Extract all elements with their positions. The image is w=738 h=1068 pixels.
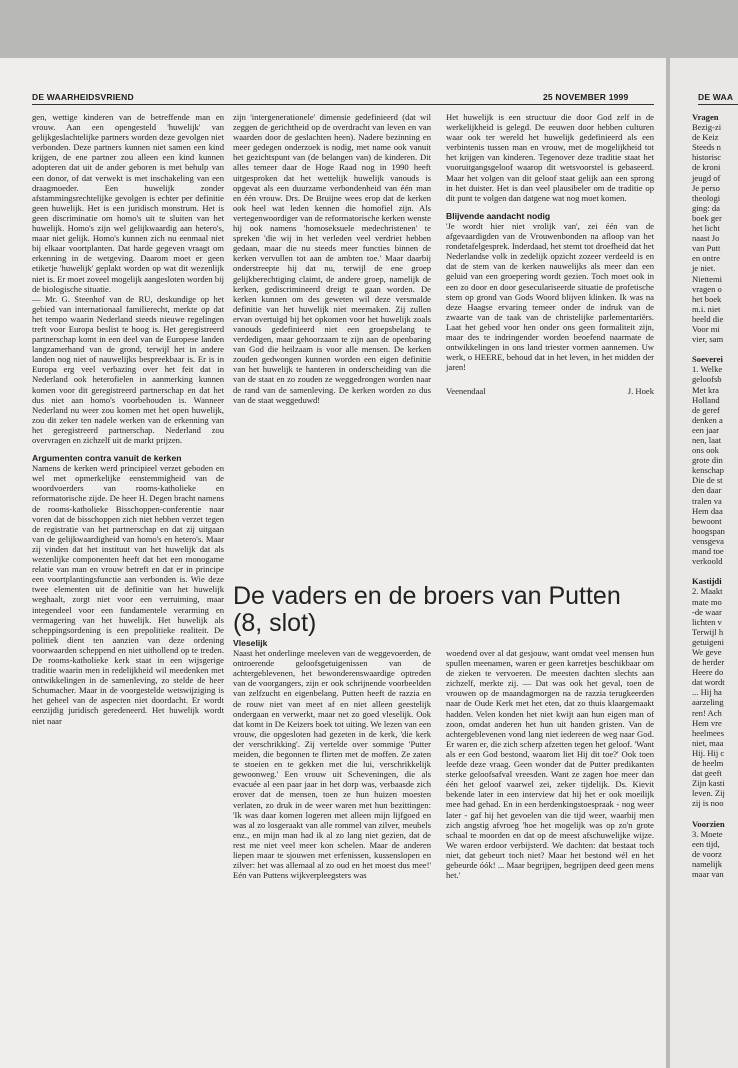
issue-date: 25 NOVEMBER 1999 (543, 92, 629, 102)
column-1 (32, 112, 224, 726)
next-page-line: Steeds n (692, 142, 721, 153)
next-page-line: mand toe (692, 546, 724, 557)
col2-paragraph: zijn 'intergenerationele' dimensie gedefinieerd (dat wil zeggen de gerichtheid op de overdracht van leven en van waarden door de geslachten heen). Nadere bezinning en meer gedegen onderzoek is nodig, met name ook vanuit het gezichtspunt van (de belangen van) de kinderen. Dit alles temeer daar de Hoge Raad nog in 1990 heeft uitgesproken dat het wettelijk huwelijk vanouds is opgevat als een duurzame verbondenheid van één man en één vrouw. Drs. De Bruijne wees erop dat de kerken ook heel wat leden kennen die homofiel zijn. Als vertegenwoordiger van de reformatorische kerken wenste hij ook namens 'homoseksuele medechristenen' te spreken 'die wij in het verleden veel verdriet hebben gedaan, maar die nu steeds meer functies binnen de kerken vervullen tot aan de ambten toe.' Maar daarbij onderstreepte hij dat nu, terwijl de ene groep gelijkberechtiging claimt, de andere groep, namelijk de kerken, gediscrimineerd dreigt te gaan worden. De kerken kunnen om des geweten wil deze versmalde definitie van het huwelijk niet meemaken. Zij zullen ervan overtuigd bij het opkomen voor het huwelijk zoals vanouds gedefinieerd niet een groepsbelang te verdedigen, maar gehoorzaam te zijn aan de openbaring van God die heilzaam is voor alle mensen. De kerken zouden gedwongen kunnen worden een eigen definitie van het huwelijk te hanteren in onderscheiding van die van de staat en zo zouden ze weggedrongen worden naar de rand van de samenleving. De kerken worden zo dus van de staat weggeduwd! (233, 112, 431, 405)
next-page-line: Zijn kasti (692, 778, 725, 789)
next-page-line: een tijd, (692, 838, 720, 849)
next-page-line: en ontre (692, 253, 720, 264)
next-page-line: vragen o (692, 283, 722, 294)
col1-subheading: Argumenten contra vanuit de kerken (32, 453, 182, 464)
col1-paragraph-1: gen, wettige kinderen van de betreffende man en vrouw. Aan een opengesteld 'huwelijk' van gelijkgeslachtelijke partners worden deze gevolgen niet verbonden. Deze partners kunnen niet samen een kind krijgen, de ene partner zou alleen een kind kunnen adopteren dat uit de ander geboren is met behulp van een donor, of dat verwekt is met inschakeling van een draagmoeder. Een huwelijk zonder afstammingsrechtelijke gevolgen is echter per definitie geen huwelijk. Het is een juridisch monstrum. Het is geen discriminatie om homo's uit te sluiten van het huwelijk. Homo's zijn wel gelijkwaardig aan hetero's, maar niet gelijk. Homo's kunnen zich nu eenmaal niet bij elkaar voortplanten. Dat harde gegeven vraagt om erkenning in de wetgeving. Daarom moet er geen etiketje 'huwelijk' geplakt worden op wat dit wezenlijk niet is. Er moet zoveel mogelijk aangesloten worden bij de biologische situatie. (32, 112, 224, 294)
col1-paragraph-3: Namens de kerken werd principieel verzet geboden en wel met opmerkelijke eenstemmigheid van de woordvoerders van rooms-katholieke en reformatorische zijde. De heer H. Degen bracht namens de rooms-katholieke Bisschoppen-conferentie naar voren dat de bisschoppen zich niet hebben verzet tegen de registratie van het partnerschap en dat zij uitgaan van de gelijkwaardigheid van homo's en hetero's. Maar zij vinden dat het instituut van het huwelijk dat als wezenlijke componenten heeft dat het een monogame relatie van man en vrouw betreft en dat er in principe een voortplantingsfunctie aan verbonden is. Wie deze twee elementen uit de definitie van het huwelijk weghaalt, zorgt niet voor een verruiming, maar integendeel voor een fundamentele verarming en vermagering van het huwelijk. Het huwelijk als scheppingsordening is een prepolitieke realiteit. De politiek dient ten aanzien van deze ordening voorwaarden scheppend en niet uithollend op te treden. De rooms-katholieke kerk staat in een wijsgerige traditie waarin men in redelijkheid wil meedenken met ontwikkelingen in de samenleving, zo stelde de heer Schumacher. Maar in de voorgestelde wetswijziging is het geheel van de aspecten niet doordacht. Er wordt eenzijdig juridisch geredeneerd. Het huwelijk wordt niet naar (32, 463, 224, 726)
next-page-line: denken a (692, 414, 723, 425)
col3-subheading: Blijvende aandacht nodig (446, 210, 551, 221)
next-page-line: de voorz (692, 848, 722, 859)
next-page-line: dat geeft (692, 768, 722, 779)
next-page-line: 3. Moete (692, 828, 723, 839)
next-page-line: Voor mi (692, 323, 720, 334)
col3-paragraph-1: Het huwelijk is een structuur die door God zelf in de werkelijkheid is gelegd. De eeuwen door hebben culturen waar ook ter wereld het huwelijk gedefinieerd als een verbintenis tussen man en vrouw, met de mogelijkheid tot het krijgen van kinderen. Tegenover deze traditie staat het vooruitgangsgeloof waarop dit wetsvoorstel is gebaseerd. Maar het volgen van dit geloof staat gelijk aan een sprong in het duister. Het is dan veel plausibeler om de traditie op dit punt te volgen dan datgene wat nog moet komen. (446, 112, 654, 203)
next-page-line: jeugd of (692, 172, 721, 183)
next-page-line: het boek (692, 293, 722, 304)
next-page-line: theologi (692, 192, 721, 203)
next-page-line: grote din (692, 455, 723, 466)
next-page-line: vensgeva (692, 535, 724, 546)
next-page-line: Niettemi (692, 273, 723, 284)
article2-column-b (446, 648, 654, 880)
next-page-line: het licht (692, 223, 720, 234)
next-page-line: Hem vre (692, 717, 722, 728)
next-page-line: lichten v (692, 616, 722, 627)
next-page-line: van Putt (692, 243, 721, 254)
next-page-line: bewoont (692, 515, 722, 526)
header-rule (32, 104, 654, 105)
next-page-line: beeld die (692, 313, 724, 324)
next-page-line: je niet. (692, 263, 716, 274)
next-page-line (692, 808, 738, 818)
next-page-line: hoogspan (692, 525, 725, 536)
next-page-line: Heere do (692, 667, 724, 678)
next-page-line: naast Jo (692, 233, 720, 244)
publication-name: DE WAARHEIDSVRIEND (32, 92, 134, 102)
next-page-line: getuigeni (692, 636, 724, 647)
next-page-line: de geref (692, 404, 720, 415)
next-page-line: namelijk (692, 858, 723, 869)
next-page-line: Kastijdi (692, 576, 722, 587)
next-page-line (692, 344, 738, 354)
next-page-line: tralen va (692, 495, 722, 506)
article2-subheading: Vleselijk (233, 638, 268, 648)
next-page-line: historisc (692, 152, 722, 163)
next-page-line: Hem daa (692, 505, 723, 516)
next-page-line: We geve (692, 646, 722, 657)
column-3 (446, 112, 654, 396)
next-page-line: dat wordt (692, 677, 725, 688)
next-page-line: Voorzien (692, 818, 725, 829)
next-page-line: vier, sam (692, 334, 724, 345)
next-page-line: Terwijl h (692, 626, 724, 637)
next-page-line: Vragen (692, 112, 719, 122)
next-page-line: Met kra (692, 384, 719, 395)
next-page-line: Soeverei (692, 354, 723, 365)
next-page-line: ons ook (692, 445, 719, 456)
next-page-line: een jaar (692, 424, 719, 435)
next-page-line: aarzeling (692, 697, 724, 708)
next-page-line: heelmees (692, 727, 724, 738)
column-2 (233, 112, 431, 405)
next-page-line: 1. Welke (692, 364, 723, 375)
next-page-line: de herder (692, 657, 725, 668)
next-page-line: de kroni (692, 162, 721, 173)
next-page-line: boek ger (692, 212, 722, 223)
next-page-line: m.i. niet (692, 303, 721, 314)
signature-line (446, 386, 654, 396)
next-page-line: de Keiz (692, 132, 719, 143)
next-page-line: ... Hij ha (692, 687, 722, 698)
signature-place: Veenendaal (446, 386, 486, 397)
next-page-line: ren! Ach (692, 707, 722, 718)
signature-author: J. Hoek (627, 386, 654, 397)
next-page-line: niet, maa (692, 737, 724, 748)
next-page-line: geloofsb (692, 374, 722, 385)
article-headline: De vaders en de broers van Putten (8, slot) (233, 582, 621, 637)
next-page-publication: DE WAA (698, 92, 734, 102)
next-page-line: den daar (692, 485, 722, 496)
col3-paragraph-2: 'Je wordt hier niet vrolijk van', zei één van de afgevaardigden van de Vrouwenbonden na afloop van het rondetafelgesprek. Inderdaad, het stemt tot droefheid dat het Nederlandse volk in zedelijk opzicht zozeer verdeeld is en dat de stem van de kerken nauwelijks als meer dan een geluid van een groepering wordt gezien. Toch moet ook in een zo door en door geseculariseerde situatie de profetische stem op grond van Gods Woord blijven klinken. Ik was na deze Haagse ervaring temeer onder de indruk van de zwaarte van de taak van de christelijke parlementariërs. Laat het gebed voor hen onder ons geen formaliteit zijn, maar des te indringender worden beoefend naarmate de ontwikkelingen in ons land triester vormen aannemen. Uw werk, o HEERE, behoud dat in het leven, in het midden der jaren! (446, 220, 654, 373)
next-page-text (692, 112, 738, 879)
col1-paragraph-2: — Mr. G. Steenhof van de RU, deskundige op het gebied van internationaal familierecht, merkte op dat het tempo waarin Nederland steeds nieuwe regelingen treft voor Europa beslist te hoog is. Het geregistreerd partnerschap komt in een deel van de Europese landen langzamerhand van de grond, terwijl het in andere landen nog niet of nauwelijks bespreekbaar is. Er is in Europa erg veel verbazing over het feit dat in Nederland ook heterofielen in aanmerking kunnen komen voor dit geregistreerd partnerschap en dat het dus niet aan homo's voorbehouden is. Wanneer Nederland nu weer zou komen met het open huwelijk, zou dit zeker ten nadele werken van de erkenning van het geregistreerd partnerschap. Nederland zou overvragen en zichzelf uit de markt prijzen. (32, 293, 224, 445)
next-page-line: Hij. Hij c (692, 747, 725, 758)
next-page-line: de heelm (692, 758, 724, 768)
article2-paragraph-a: Naast het onderlinge meeleven van de weggevoerden, de ontroerende geloofsgetuigenissen van de achtergeblevenen, het bewonderenswaardige optreden van de voorgangers, zijn er ook schrijnende voorbeelden van zelfzucht en eigenbelang. Putten heeft de razzia en de rouw niet van meet af en niet alleen geestelijk ondergaan en verwerkt, maar net zo goed vleselijk. Ook dat komt in De Keizers boek tot uiting. We lezen van een vrouw, die opgesloten had gezeten in de kerk, 'die kerk der verschrikking'. Zij vertelde over sommige 'Putter meiden, die begonnen te flirten met de moffen. Ze zaten te stoeien en te gekken met die lui, verschrikkelijk gewoonweg.' Een vrouw uit Scheveningen, die als evacuée al een paar jaar in het dorp was, verbaasde zich erover dat de mensen, toen ze hun huizen moesten verlaten, zo druk in de weer waren met hun bezittingen: 'Ik was daar komen logeren met alleen mijn lijfgoed en was al zo losgeraakt van alle rommel van zilver, meubels enz., en mijn man had ik al zo lang niet gezien, dat de rest me niet veel meer kon schelen. Maar de anderen liepen maar te sjouwen met erfenissen, kussenslopen en zilver: het was allemaal al zo oud en het moest dus mee!' Eén van Puttens wijkverpleegsters was (233, 648, 431, 881)
next-page-line: 2. Maakt (692, 586, 723, 597)
next-page-line: mate mo (692, 596, 722, 607)
next-page-line: Bezig-zi (692, 122, 722, 133)
next-page-line: kenschap (692, 465, 724, 476)
next-page-line: zij is noo (692, 798, 724, 809)
next-page-line: ging: da (692, 202, 720, 213)
next-page-line: Je perso (692, 182, 720, 193)
next-page-line: Holland (692, 394, 720, 405)
next-page-line: leven. Zij (692, 788, 725, 799)
next-page-line: -de waar (692, 606, 722, 617)
article2-paragraph-b: woedend over al dat gesjouw, want omdat veel mensen hun spullen meenamen, waren er geen karretjes beschikbaar om de zieken te vervoeren. De meesten dachten slechts aan zichzelf, merkte zij. — Dat was ook het geval, toen de vrouwen op de maandagmorgen na de razzia terugkeerden naar de Oude Kerk met het eten, dat zo thuis klaargemaakt hadden. Velen konden het niet kwijt aan hun eigen man of zoon, omdat anderen het hun uit handen gristen. Van de achtergeblevenen vond lang niet iedereen de weg naar God. Er waren er, die zich scherp afzetten tegen het geloof. 'Want als er een God bestond, waarom liet Hij dit toe?' Ook toen leefde deze vraag. Geen wonder dat de Putter predikanten sterke geloofsafval vreesden. Want ze zagen hoe meer dan één het geloof vaarwel zei, zeker tijdelijk. Ds. Kievit bekende later in een interview dat hij het er ook moeilijk mee had gehad. En in een herdenkingstoespraak - nog weer later - gaf hij het gevoelen van die tijd weer, waarbij men zich angstig afvroeg 'hoe het mogelijk was op zo'n grote schaal te moorden en dat op de meest afschuwelijke wijze. We waren erdoor verbijsterd. We dachten: dat bestaat toch niet, dat gebeurt toch niet? Maar het bestond wél en het gebeurde óók! ... Maar begrijpen, begrijpen deed geen mens het.' (446, 648, 654, 881)
article2-column-a (233, 638, 431, 880)
next-page-line: nen, laat (692, 435, 722, 445)
next-page-line (692, 566, 738, 576)
next-page-line: verkoold (692, 556, 723, 567)
next-page-line: maar van (692, 869, 724, 880)
next-page-header-rule (698, 104, 738, 105)
next-page-line: Die de st (692, 475, 723, 486)
